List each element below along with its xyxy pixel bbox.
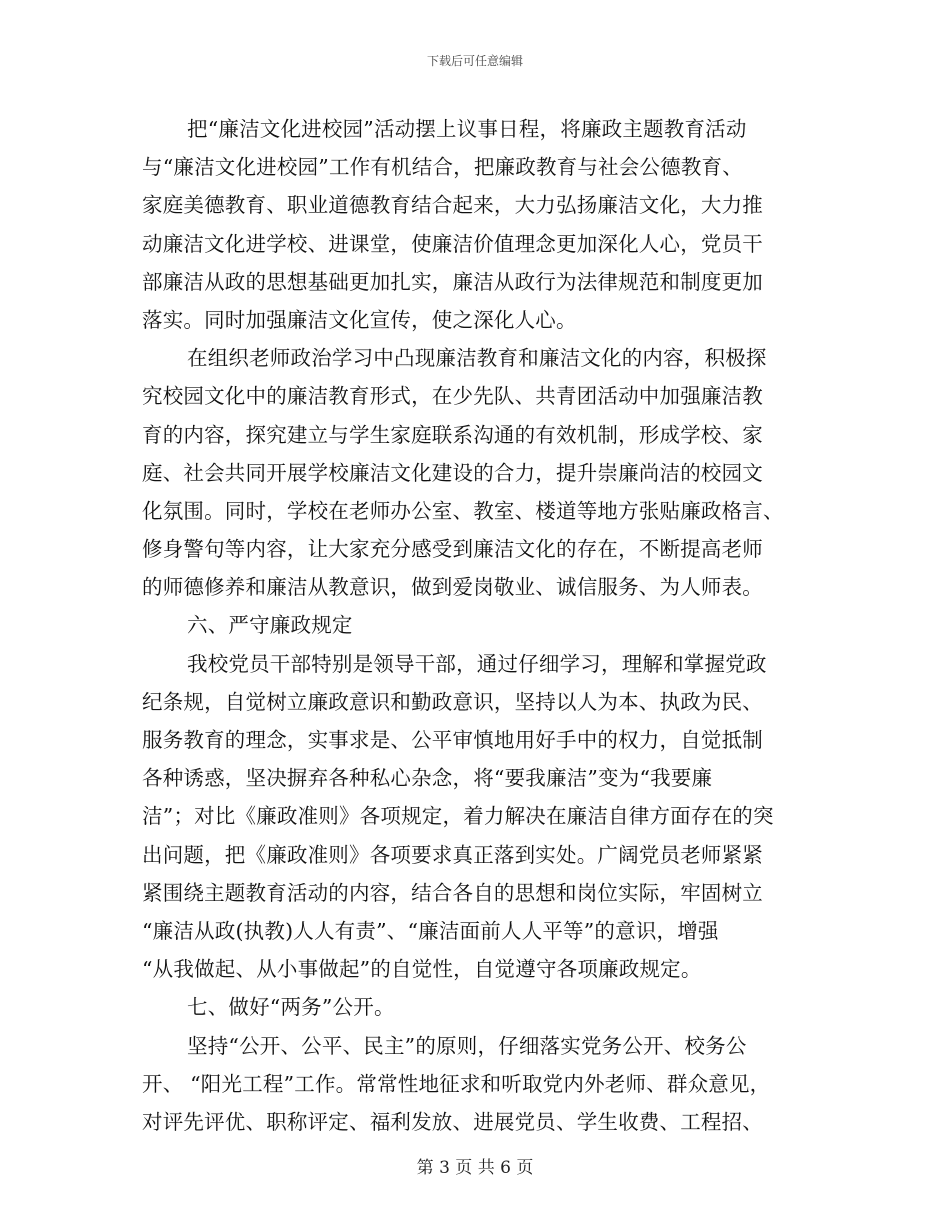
- section-heading: 七、做好“两务”公开。: [187, 995, 395, 1020]
- text-line: 家庭美德教育、职业道德教育结合起来，大力弘扬廉洁文化，大力推: [142, 193, 763, 218]
- text-line: 落实。同时加强廉洁文化宣传，使之深化人心。: [142, 307, 577, 332]
- text-line: 究校园文化中的廉洁教育形式，在少先队、共青团活动中加强廉洁教: [142, 384, 763, 409]
- page-header: 下载后可任意编辑: [426, 54, 523, 68]
- page-footer: 第 3 页 共 6 页: [416, 1158, 534, 1178]
- text-line: “从我做起、从小事做起”的自觉性，自觉遵守各项廉政规定。: [142, 957, 702, 982]
- text-line: 动廉洁文化进学校、进课堂，使廉洁价值理念更加深化人心，党员干: [142, 231, 763, 256]
- text-line: 把“廉洁文化进校园”活动摆上议事日程，将廉政主题教育活动: [187, 117, 747, 141]
- text-line: 服务教育的理念，实事求是、公平审慎地用好手中的权力，自觉抵制: [142, 728, 763, 752]
- text-line: 修身警句等内容，让大家充分感受到廉洁文化的存在，不断提高老师: [142, 537, 763, 562]
- document-body: [142, 110, 832, 1141]
- text-line: 坚持“公开、公平、民主”的原则，仔细落实党务公开、校务公: [187, 1033, 747, 1058]
- text-line: 各种诱惑，坚决摒弃各种私心杂念，将“要我廉洁”变为“我要廉: [142, 766, 713, 791]
- section-heading: 六、严守廉政规定: [187, 613, 353, 638]
- text-line: 紧围绕主题教育活动的内容，结合各自的思想和岗位实际，牢固树立: [142, 880, 763, 905]
- text-line: 育的内容，探究建立与学生家庭联系沟通的有效机制，形成学校、家: [142, 422, 763, 447]
- text-line: 庭、社会共同开展学校廉洁文化建设的合力，提升崇廉尚洁的校园文: [142, 460, 763, 485]
- text-line: 洁”；对比《廉政准则》各项规定，着力解决在廉洁自律方面存在的突: [142, 804, 774, 829]
- text-line: “廉洁从政(执教)人人有责”、“廉洁面前人人平等”的意识，增强: [142, 918, 719, 943]
- text-line: 出问题，把《廉政准则》各项要求真正落到实处。广阔党员老师紧紧: [142, 842, 763, 867]
- text-line: 对评先评优、职称评定、福利发放、进展党员、学生收费、工程招、: [142, 1109, 763, 1134]
- text-line: 我校党员干部特别是领导干部，通过仔细学习，理解和掌握党政: [187, 651, 767, 676]
- text-line: 纪条规，自觉树立廉政意识和勤政意识，坚持以人为本、执政为民、: [142, 689, 763, 714]
- text-line: 与“廉洁文化进校园”工作有机结合，把廉政教育与社会公德教育、: [142, 155, 743, 180]
- text-line: 开、 “阳光工程”工作。常常性地征求和听取党内外老师、群众意见，: [142, 1071, 771, 1096]
- text-line: 的师德修养和廉洁从教意识，做到爱岗敬业、诚信服务、为人师表。: [142, 575, 763, 600]
- text-line: 在组织老师政治学习中凸现廉洁教育和廉洁文化的内容，积极探: [187, 346, 767, 371]
- text-line: 化氛围。同时，学校在老师办公室、教室、楼道等地方张贴廉政格言、: [142, 498, 784, 523]
- text-line: 部廉洁从政的思想基础更加扎实，廉洁从政行为法律规范和制度更加: [142, 269, 763, 294]
